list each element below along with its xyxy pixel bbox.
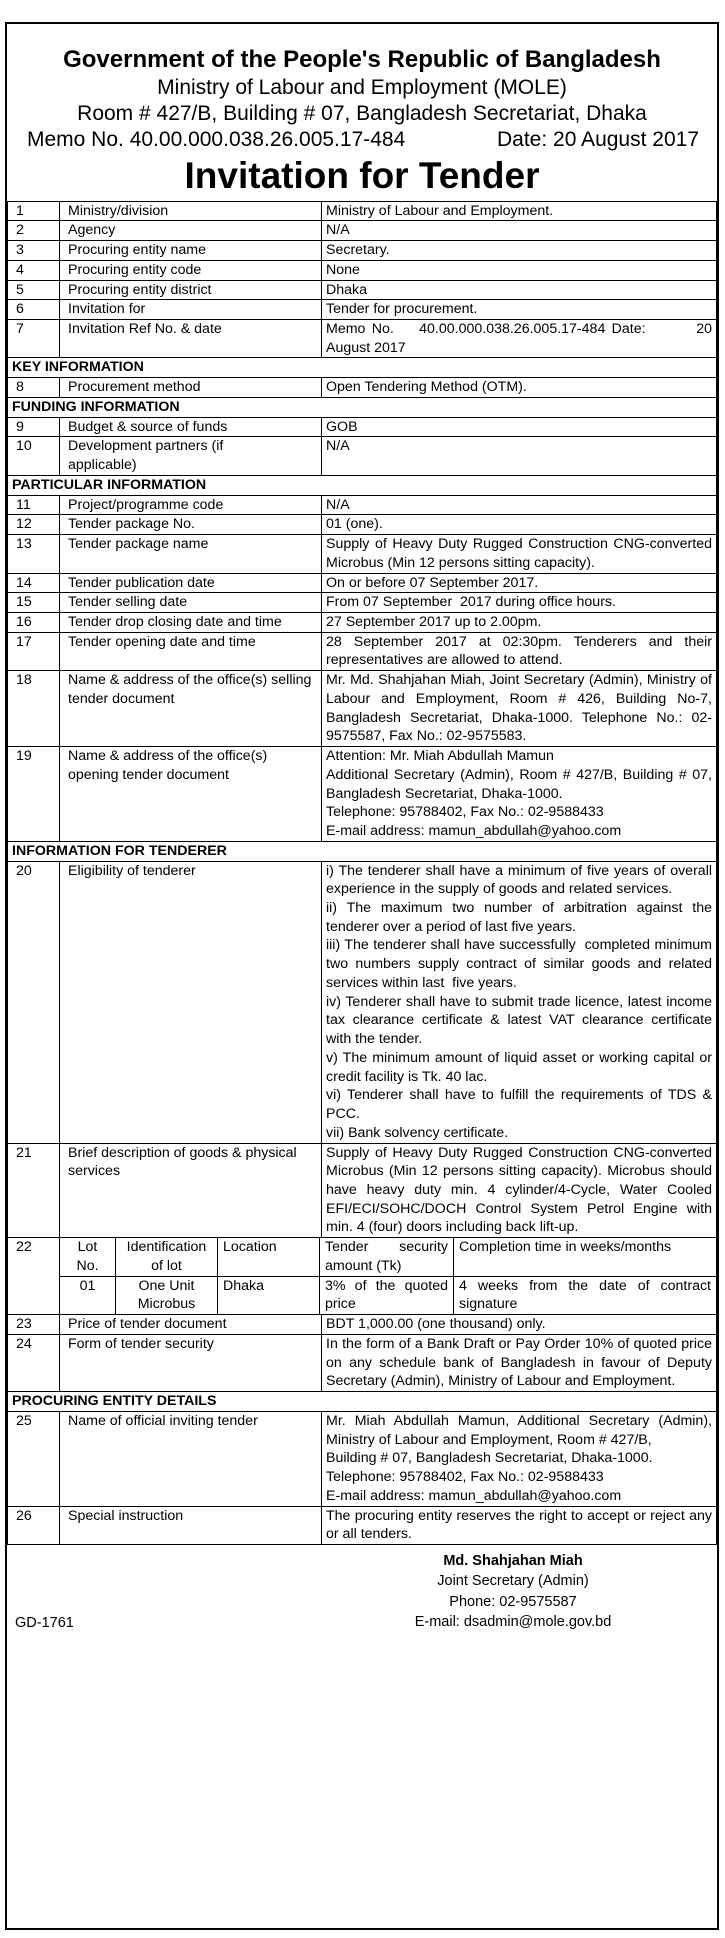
memo-line [7,128,717,152]
eligibility-item: v) The minimum amount of liquid asset or working capital or credit facility is Tk. 40 lac. [326,1049,712,1085]
row-value: Ministry of Labour and Employment. [322,201,717,221]
row-number: 4 [8,260,60,280]
row-label: Name of official inviting tender [60,1411,322,1506]
row-value [322,861,717,1143]
row-number: 16 [8,612,60,632]
row-value: N/A [322,437,717,475]
row-label: Invitation Ref No. & date [60,319,322,357]
lot-table-cell [60,1238,717,1315]
row-value: 01 (one). [322,515,717,535]
row-number: 14 [8,573,60,593]
eligibility-item: iv) Tenderer shall have to submit trade licence, latest income tax clearance certificate & latest VAT clearance certificate with the tender. [326,993,712,1048]
lot-identification: One Unit Microbus [116,1276,218,1314]
security-header: Tender security amount (Tk) [320,1238,454,1276]
row-label: Procuring entity code [60,260,322,280]
row-value: Mr. Md. Shahjahan Miah, Joint Secretary (Admin), Ministry of Labour and Employment, Room # 426, Building No-7, Bangladesh Secretariat, Dhaka-1000. Telephone No.: 02-9575587, Fax No.: 02-9575583. [322,671,717,747]
eligibility-item: vii) Bank solvency certificate. [326,1124,509,1141]
row-number: 6 [8,300,60,320]
row-number: 13 [8,535,60,573]
section-procuring-entity-details: PROCURING ENTITY DETAILS [8,1392,717,1412]
address-line: Additional Secretary (Admin), Room # 427/B, Building # 07, Bangladesh Secretariat, Dhaka-1000. [326,766,712,802]
row-label: Budget & source of funds [60,417,322,437]
row-value: From 07 September 2017 during office hours. [322,593,717,613]
row-value: N/A [322,495,717,515]
table-row [8,378,717,398]
ministry-name: Ministry of Labour and Employment (MOLE) [157,75,567,99]
table-row [8,632,717,670]
page-title: Invitation for Tender [184,154,540,196]
row-label: Procurement method [60,378,322,398]
table-row [8,280,717,300]
row-number: 26 [8,1506,60,1544]
row-label: Tender drop closing date and time [60,612,322,632]
row-number: 23 [8,1315,60,1335]
row-value: The procuring entity reserves the right to accept or reject any or all tenders. [322,1506,717,1544]
table-row [8,671,717,747]
table-row [8,747,717,842]
memo-date: Date: 20 August 2017 [497,127,699,151]
row-label: Tender package name [60,535,322,573]
table-row [8,1334,717,1391]
section-information-for-tenderer: INFORMATION FOR TENDERER [8,841,717,861]
row-value: Supply of Heavy Duty Rugged Construction CNG-converted Microbus (Min 12 persons sitting capacity). [322,535,717,573]
row-label: Procuring entity district [60,280,322,300]
email-line: E-mail address: mamun_abdullah@yahoo.com [326,823,622,840]
row-label: Special instruction [60,1506,322,1544]
table-row [8,535,717,573]
section-particular-information: PARTICULAR INFORMATION [8,475,717,495]
completion-header: Completion time in weeks/months [454,1238,717,1276]
row-label: Price of tender document [60,1315,322,1335]
row-value: Supply of Heavy Duty Rugged Construction CNG-converted Microbus (Min 12 persons sitting capacity). Microbus should have heavy duty min. 4 cylinder/4-Cycle, Water Cooled EFI/ECI/SOHC/DOCH Control System Petrol Engine with min. 4 (four) doors including back lift-up. [322,1143,717,1238]
row-number: 24 [8,1334,60,1391]
table-row [8,861,717,1143]
row-value: Secretary. [322,241,717,261]
eligibility-item: iii) The tenderer shall have successfully completed minimum two numbers supply contract of similar goods and related services within last five years. [326,937,716,991]
row-label: Tender package No. [60,515,322,535]
row-label: Invitation for [60,300,322,320]
section-funding-information: FUNDING INFORMATION [8,397,717,417]
notice-footer [7,1551,717,1651]
row-label: Procuring entity name [60,241,322,261]
row-value: 28 September 2017 at 02:30pm. Tenderers and their representatives are allowed to attend. [322,632,717,670]
location-header: Location [218,1238,320,1276]
table-row [8,201,717,221]
table-row [8,1411,717,1506]
table-row [8,612,717,632]
table-row [8,417,717,437]
row-value: Open Tendering Method (OTM). [322,378,717,398]
row-label: Development partners (if applicable) [60,437,322,475]
table-row [8,1315,717,1335]
section-header [8,841,717,861]
table-row [8,515,717,535]
email-line: E-mail address: mamun_abdullah@yahoo.com [326,1487,622,1504]
row-number: 7 [8,319,60,357]
notice-header [7,46,717,126]
section-header [8,475,717,495]
signature-block [363,1551,663,1632]
row-number: 3 [8,241,60,261]
office-address: Room # 427/B, Building # 07, Bangladesh Secretariat, Dhaka [77,101,647,125]
row-number: 17 [8,632,60,670]
row-number: 19 [8,747,60,842]
row-label: Name & address of the office(s) opening tender document [60,747,322,842]
identification-header: Identification of lot [116,1238,218,1276]
row-label: Agency [60,221,322,241]
table-row [8,1143,717,1238]
telephone-line: Telephone: 95788402, Fax No.: 02-9588433 [326,1469,604,1486]
row-value: On or before 07 September 2017. [322,573,717,593]
row-number: 8 [8,378,60,398]
lot-number: 01 [60,1276,116,1314]
row-number: 20 [8,861,60,1143]
table-row [8,495,717,515]
eligibility-item: i) The tenderer shall have a minimum of five years of overall experience in the supply of goods and related services. [326,862,712,898]
table-row [8,300,717,320]
row-label: Form of tender security [60,1334,322,1391]
telephone-line: Telephone: 95788402, Fax No.: 02-9588433 [326,804,604,821]
tender-notice [5,22,719,1930]
section-header [8,358,717,378]
row-label: Eligibility of tenderer [60,861,322,1143]
table-row [8,437,717,475]
row-number: 9 [8,417,60,437]
row-number: 10 [8,437,60,475]
row-number: 15 [8,593,60,613]
row-number: 25 [8,1411,60,1506]
section-key-information: KEY INFORMATION [8,358,717,378]
table-row [8,1506,717,1544]
row-label: Tender selling date [60,593,322,613]
address-line: Building # 07, Bangladesh Secretariat, Dhaka-1000. [326,1450,653,1467]
signatory-title: Joint Secretary (Admin) [437,1573,589,1590]
row-value [322,1411,717,1506]
row-value: None [322,260,717,280]
row-value: GOB [322,417,717,437]
row-number: 11 [8,495,60,515]
row-number: 1 [8,201,60,221]
lot-location: Dhaka [218,1276,320,1314]
section-header [8,397,717,417]
row-number: 12 [8,515,60,535]
row-number: 21 [8,1143,60,1238]
row-number: 5 [8,280,60,300]
row-value: 27 September 2017 up to 2.00pm. [322,612,717,632]
row-value [322,747,717,842]
row-label: Brief description of goods & physical services [60,1143,322,1238]
lot-header: Lot No. [60,1238,116,1276]
row-value: Memo No. 40.00.000.038.26.005.17-484 Date: 20 August 2017 [322,319,717,357]
section-header [8,1392,717,1412]
tender-table [7,201,717,1545]
table-row [8,221,717,241]
row-value: BDT 1,000.00 (one thousand) only. [322,1315,717,1335]
official-line: Mr. Miah Abdullah Mamun, Additional Secretary (Admin), Ministry of Labour and Employment, Room # 427/B, [326,1412,712,1448]
eligibility-item: vi) Tenderer shall have to fulfill the requirements of TDS & PCC. [326,1087,712,1123]
row-number: 18 [8,671,60,747]
table-row [8,319,717,357]
lot-table [59,1237,717,1315]
lot-table-header [60,1238,717,1276]
row-label: Tender opening date and time [60,632,322,670]
memo-number: Memo No. 40.00.000.038.26.005.17-484 [27,127,406,151]
table-row [8,241,717,261]
row-label: Project/programme code [60,495,322,515]
row-label: Tender publication date [60,573,322,593]
row-value: Dhaka [322,280,717,300]
row-value: Tender for procurement. [322,300,717,320]
table-row [8,593,717,613]
table-row [8,260,717,280]
signatory-name: Md. Shahjahan Miah [443,1552,583,1569]
row-label: Name & address of the office(s) selling tender document [60,671,322,747]
row-number: 2 [8,221,60,241]
row-value: N/A [322,221,717,241]
row-label: Ministry/division [60,201,322,221]
table-row [8,1238,717,1315]
table-row [8,573,717,593]
government-name: Government of the People's Republic of Bangladesh [63,46,661,73]
signatory-phone: Phone: 02-9575587 [449,1593,577,1610]
lot-security: 3% of the quoted price [320,1276,454,1314]
lot-completion: 4 weeks from the date of contract signature [454,1276,717,1314]
gd-number: GD-1761 [15,1614,74,1631]
signatory-email: E-mail: dsadmin@mole.gov.bd [414,1613,612,1630]
row-value: In the form of a Bank Draft or Pay Order 10% of quoted price on any schedule bank of Bangladesh in favour of Deputy Secretary (Admin), Ministry of Labour and Employment. [322,1334,717,1391]
eligibility-item: ii) The maximum two number of arbitration against the tenderer over a period of last five years. [326,900,712,935]
attention-line: Attention: Mr. Miah Abdullah Mamun [326,748,554,765]
lot-table-row [60,1276,717,1314]
row-number: 22 [8,1238,60,1315]
